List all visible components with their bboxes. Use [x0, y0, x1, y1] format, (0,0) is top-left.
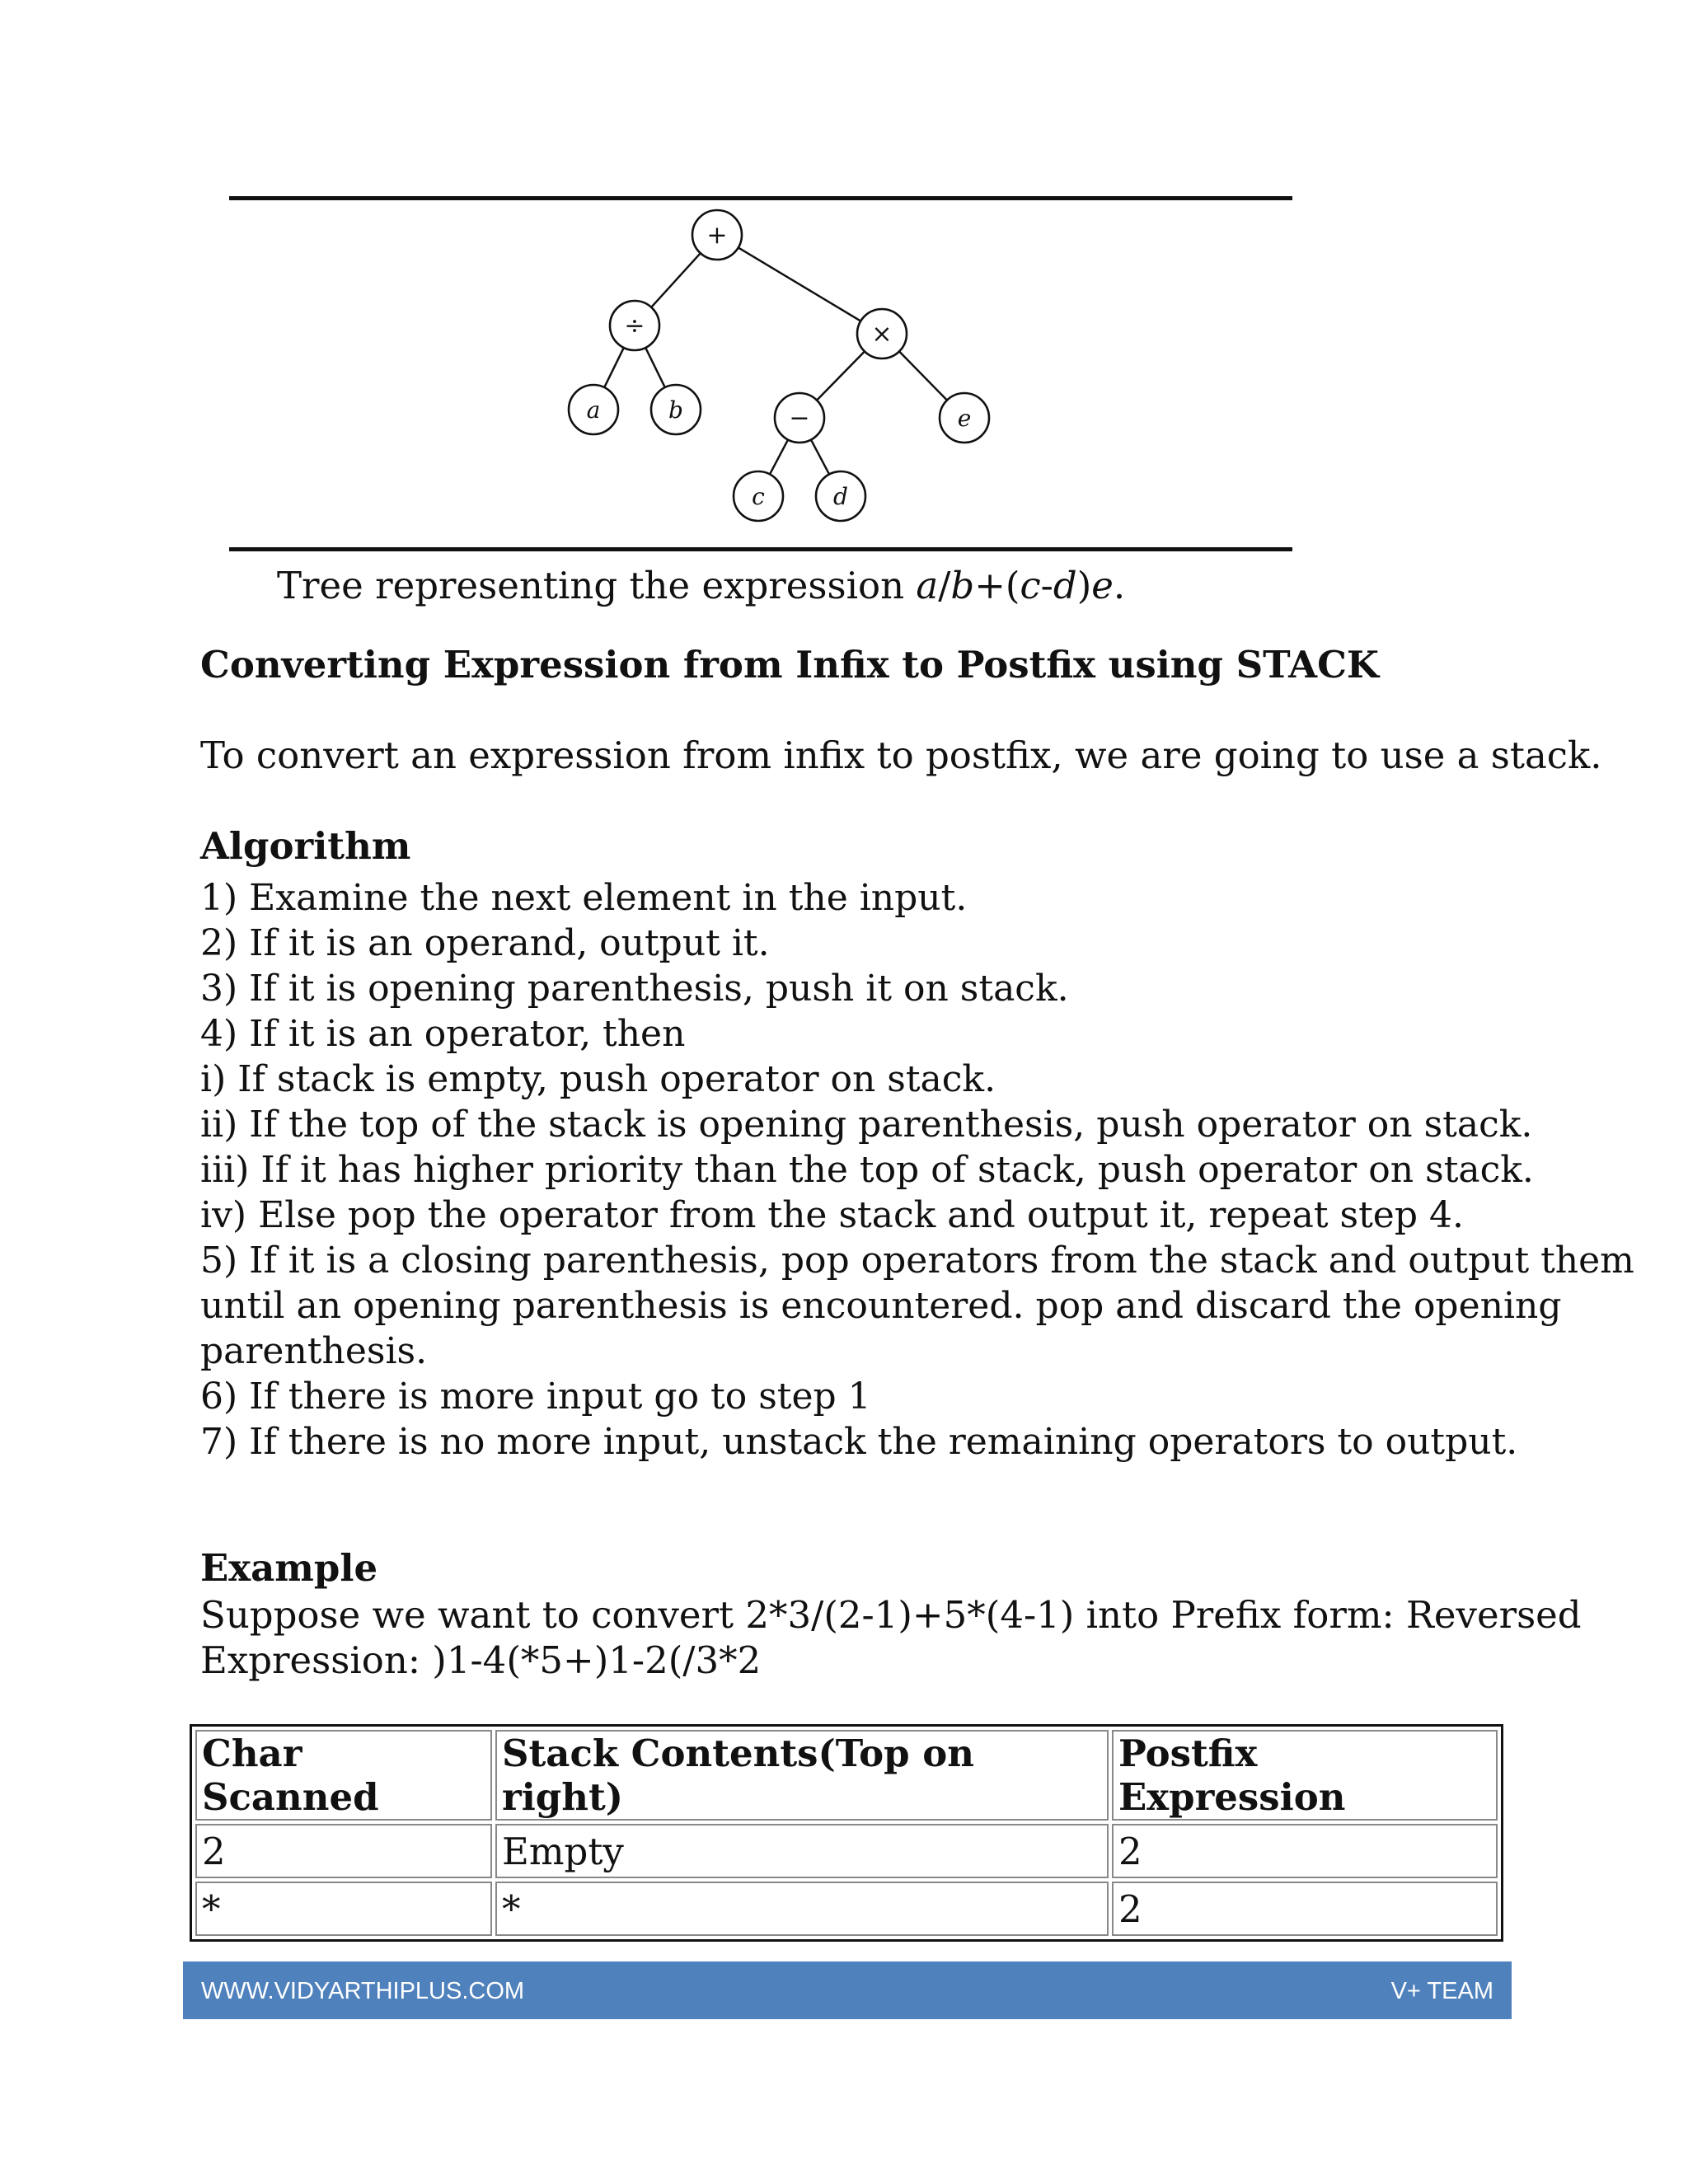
cell-postfix: 2: [1112, 1882, 1498, 1936]
tree-node-label: e: [957, 405, 972, 432]
cell-char: *: [195, 1882, 492, 1936]
table-header-row: [195, 1730, 1498, 1821]
algorithm-step: until an opening parenthesis is encountered. pop and discard the opening: [200, 1285, 1562, 1327]
tree-nodes: [569, 210, 989, 521]
algorithm-step: 1) Examine the next element in the input.: [200, 877, 968, 919]
algorithm-step: 4) If it is an operator, then: [200, 1013, 686, 1055]
expression-tree: [229, 202, 1292, 552]
tree-node-label: b: [668, 396, 683, 424]
algorithm-step: parenthesis.: [200, 1330, 428, 1372]
algorithm-step: 7) If there is no more input, unstack the remaining operators to output.: [200, 1421, 1518, 1463]
table-row: [195, 1824, 1498, 1878]
cell-stack: Empty: [495, 1824, 1109, 1878]
header-char-scanned: Char Scanned: [195, 1730, 492, 1821]
tree-node-times: [857, 309, 907, 359]
footer-team: V+ TEAM: [1390, 1978, 1493, 2004]
algorithm-step: 6) If there is more input go to step 1: [200, 1376, 871, 1418]
tree-node-minus: [775, 393, 824, 443]
algorithm-steps: [200, 875, 1634, 1465]
tree-node-label: c: [752, 483, 765, 510]
footer-website: WWW.VIDYARTHIPLUS.COM: [201, 1978, 525, 2004]
bottom-rule: [229, 547, 1292, 551]
page-footer: [183, 1961, 1512, 2019]
tree-node-c: [734, 471, 783, 521]
tree-edge: [738, 247, 861, 321]
tree-node-label: −: [789, 404, 810, 433]
header-postfix-expression: Postfix Expression: [1112, 1730, 1498, 1821]
tree-node-label: ×: [871, 320, 893, 349]
algorithm-step: i) If stack is empty, push operator on stack.: [200, 1058, 996, 1100]
tree-node-label: d: [833, 483, 848, 510]
tree-edges: [604, 247, 947, 474]
tree-edge: [817, 351, 865, 400]
header-stack-contents: Stack Contents(Top on right): [495, 1730, 1109, 1821]
tree-edge: [899, 351, 947, 400]
algorithm-step: 3) If it is opening parenthesis, push it on stack.: [200, 968, 1069, 1010]
tree-node-label: ÷: [624, 312, 645, 340]
algorithm-step: ii) If the top of the stack is opening parenthesis, push operator on stack.: [200, 1104, 1533, 1146]
tree-edge: [770, 440, 788, 475]
tree-edge: [645, 348, 665, 387]
tree-node-b: [651, 385, 701, 434]
conversion-table: [190, 1724, 1503, 1942]
algorithm-step: iii) If it has higher priority than the top of stack, push operator on stack.: [200, 1149, 1534, 1191]
algorithm-heading: Algorithm: [200, 824, 411, 868]
example-line-2: Expression: )1-4(*5+)1-2(/3*2: [200, 1638, 762, 1682]
algorithm-step: 2) If it is an operand, output it.: [200, 922, 770, 964]
example-heading: Example: [200, 1546, 378, 1590]
table-row: [195, 1882, 1498, 1936]
algorithm-step: iv) Else pop the operator from the stack and output it, repeat step 4.: [200, 1194, 1464, 1236]
tree-node-label: +: [706, 221, 728, 250]
tree-node-div: [610, 301, 659, 350]
tree-edge: [604, 348, 624, 387]
tree-node-d: [816, 471, 865, 521]
tree-node-label: a: [586, 396, 601, 424]
section-title: Converting Expression from Infix to Postfix using STACK: [200, 643, 1380, 687]
tree-edge: [651, 253, 701, 307]
figure-caption: Tree representing the expression a/b+(c-d)e.: [277, 564, 1126, 607]
tree-edge: [811, 440, 829, 475]
example-line-1: Suppose we want to convert 2*3/(2-1)+5*(4-1) into Prefix form: Reversed: [200, 1593, 1582, 1637]
top-rule: [229, 196, 1292, 200]
tree-node-e: [940, 393, 989, 443]
tree-node-plus: [692, 210, 742, 260]
cell-char: 2: [195, 1824, 492, 1878]
cell-stack: *: [495, 1882, 1109, 1936]
intro-paragraph: To convert an expression from infix to postfix, we are going to use a stack.: [200, 733, 1602, 777]
cell-postfix: 2: [1112, 1824, 1498, 1878]
tree-node-a: [569, 385, 618, 434]
algorithm-step: 5) If it is a closing parenthesis, pop operators from the stack and output them: [200, 1240, 1634, 1282]
